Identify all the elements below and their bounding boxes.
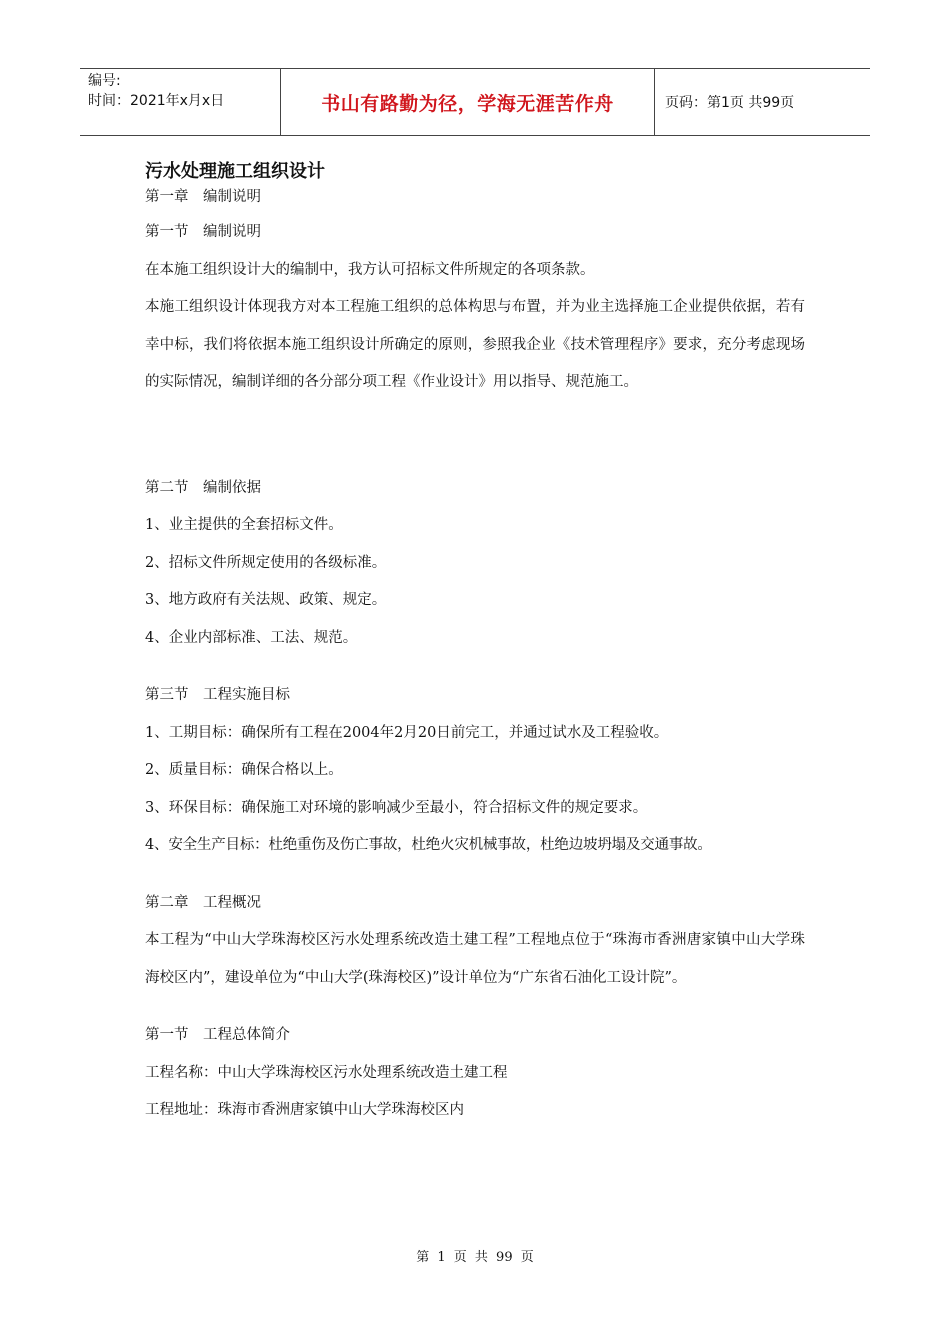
ch1-section-3-heading: 第三节 工程实施目标 [145,687,290,703]
header-time-label: 时间：2021年x月x日 [88,93,225,109]
list-item: 1、业主提供的全套招标文件。 [145,517,343,533]
list-item: 3、地方政府有关法规、政策、规定。 [145,592,387,608]
document-body [145,160,805,1130]
page-header [80,68,870,136]
header-motto: 书山有路勤为径，学海无涯苦作舟 [321,92,614,115]
header-page-info: 页码：第1页 共99页 [665,95,795,111]
project-name: 工程名称：中山大学珠海校区污水处理系统改造土建工程 [145,1064,508,1081]
ch2-section-1-heading: 第一节 工程总体简介 [145,1027,290,1043]
project-address: 工程地址：珠海市香洲唐家镇中山大学珠海校区内 [145,1102,464,1118]
list-item: 4、安全生产目标：杜绝重伤及伤亡事故，杜绝火灾机械事故，杜绝边坡坍塌及交通事故。 [145,837,712,853]
ch1-s1-paragraph-2: 本施工组织设计体现我方对本工程施工组织的总体构思与布置，并为业主选择施工企业提供依据，若有幸中标，我们将依据本施工组织设计所确定的原则，参照我企业《技术管理程序》要求，充分考虑现场的实际情况，编制详细的各分部分项工程《作业设计》用以指导、规范施工。 [145,299,805,390]
ch1-section-1-heading: 第一节 编制说明 [145,224,261,240]
list-item: 2、质量目标：确保合格以上。 [145,762,343,778]
ch1-section-2-heading: 第二节 编制依据 [145,479,261,496]
chapter-1-heading: 第一章 编制说明 [145,189,261,205]
list-item: 1、工期目标：确保所有工程在2004年2月20日前完工，并通过试水及工程验收。 [145,724,669,741]
list-item: 4、企业内部标准、工法、规范。 [145,629,358,646]
chapter-2-heading: 第二章 工程概况 [145,894,261,911]
page-footer: 第 1 页 共 99 页 [416,1250,534,1265]
header-meta [80,69,281,135]
list-item: 3、环保目标：确保施工对环境的影响减少至最小，符合招标文件的规定要求。 [145,799,648,816]
ch2-paragraph-1: 本工程为“中山大学珠海校区污水处理系统改造土建工程”工程地点位于“珠海市香洲唐家镇中山大学珠海校区内”，建设单位为“中山大学(珠海校区)”设计单位为“广东省石油化工设计院”。 [145,932,805,986]
header-motto-cell [281,69,655,135]
ch1-s1-paragraph-1: 在本施工组织设计大的编制中，我方认可招标文件所规定的各项条款。 [145,261,595,278]
list-item: 2、招标文件所规定使用的各级标准。 [145,554,387,571]
header-number-label: 编号: [88,73,121,89]
document-title: 污水处理施工组织设计 [145,161,325,182]
